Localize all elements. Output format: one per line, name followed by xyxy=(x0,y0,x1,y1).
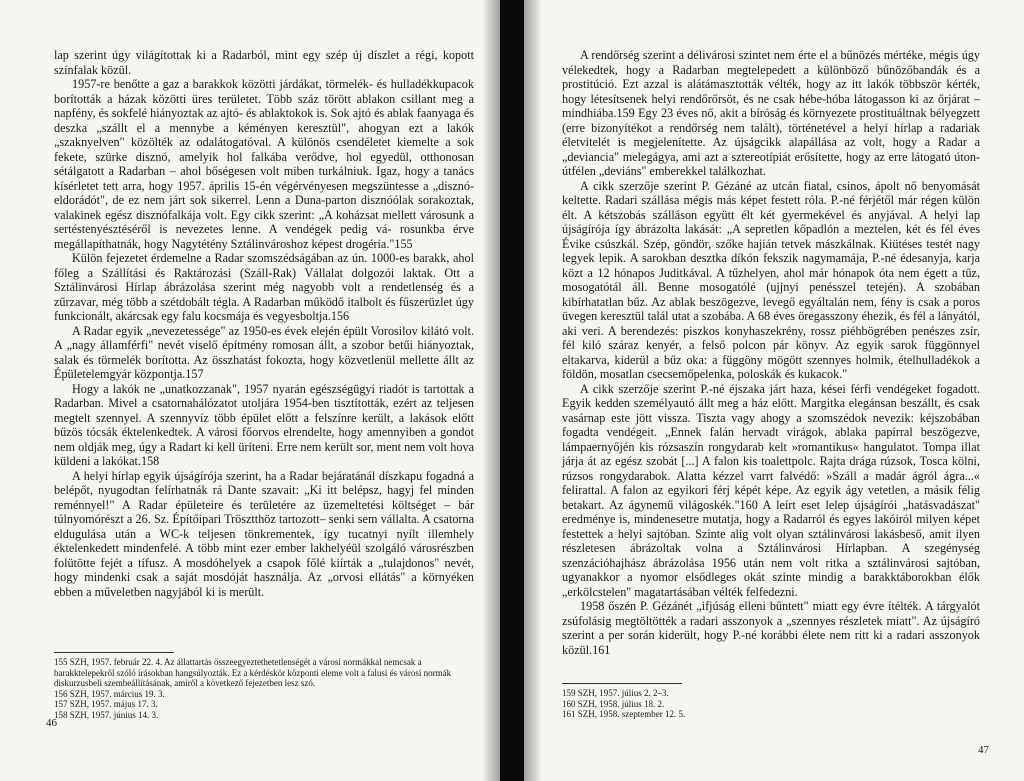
footnote: 155 SZH, 1957. február 22. 4. Az állattartás összeegyeztethetetlenségét a városi normákkal nemcsak a barakktelepekről szóló írásokban hangsúlyozták. Ez a kérdéskör központi eleme volt a falusi és városi normák diskurzusbeli szembeállításának, amiről a következő fejezetben lesz szó. xyxy=(54,657,452,689)
paragraph: Külön fejezetet érdemelne a Radar szomszédságában az ún. 1000-es barakk, ahol főleg a Szállítási és Raktározási (Száll-Rak) Vállalat dolgozói laktak. Ott a Sztálinvárosi Hírlap ábrázolása szerint még nagyobb volt a rendetlenség és a zűrzavar, még több a szétdobált tégla. A Radarban működő italbolt és fűszerüzlet úgy funkcionált, akárcsak egy falu kocsmája és vegyesboltja.156 xyxy=(54,251,474,323)
paragraph: 1958 őszén P. Gézánét „ifjúság elleni bűntett" miatt egy évre ítélték. A tárgyalót zsúfolásig megtöltötték a radari asszonyok a „szennyes részletek miatt". Az újságíró szerint a per során kiderült, hogy P.-né korábbi élete nem ritt ki a radari asszonyok közül.161 xyxy=(562,599,980,657)
right-page xyxy=(524,0,1024,781)
footnote: 156 SZH, 1957. március 19. 3. xyxy=(54,688,165,699)
paragraph: A Radar egyik „nevezetessége" az 1950-es évek elején épült Vorosilov kilátó volt. A „nagy államférfi" nevét viselő építmény romosan állt, a szobor betűi hiányoztak, salak és törmelék borította. Az összhatást fokozta, hogy közvetlenül mellette állt az Épületelemgyár központja.157 xyxy=(54,323,474,381)
footnote: 157 SZH, 1957. május 17. 3. xyxy=(54,699,158,710)
book-gutter xyxy=(500,0,524,781)
footnote: 158 SZH, 1957. június 14. 3. xyxy=(54,709,159,720)
paragraph: 1957-re benőtte a gaz a barakkok közötti járdákat, törmelék- és hulladékkupacok borították a házak közötti üres területet. Több száz törött ablakon csillant meg a napfény, és sokfelé hiányoztak az ajtó- és ablaktokok is. Sok ajtó és ablak faanyaga és deszka „szállt el a mennybe a kéményen keresztül", ahogyan ezt a lakók „szaknyelven" közölték az odalátogatóval. A különös csendéletet kiemelte a sok fekete, szürke disznó, amelyik hol falkába verődve, hol egyedül, otthonosan sétálgatott a Radarban – ahol bőségesen volt miben turkálniuk. Igaz, hogy a tanács kísérletet tett arra, hogy 1957. április 15-én végérvényesen megszüntesse a „disznó-eldorádót", de ez nem járt sok sikerrel. Lenn a Duna-parton disznóólak sorakoztak, valakinek egész disznófalkája volt. Egy cikk szerint: „A koházsat mellett városunk a sertéstenyésztéséről is nevezetes lenne. A vendégek pedig vá- rosunkba érve megállapíthatnák, hogy Nagytétény Sztálinvároshoz képest drogéria."155 xyxy=(54,77,474,251)
paragraph: A cikk szerzője szerint P. Gézáné az utcán fiatal, csinos, ápolt nő benyomását keltette. Radari szállása mégis más képet festett róla. P.-né férjétől már régen külön élt. A kétszobás szálláson együtt élt két gyermekével és anyjával. A helyi lap újságírója így ábrázolta lakását: „A sepretlen kőpadlón a meztelen, két és fél éves Évike csúszkál. Szép, göndör, szőke hajián tetvek mászkálnak. Kiütéses testét nagy legyek lepik. A sarokban desztka díkón fekszik nagymamája, P.-né édesanyja, karja közt a 12 hónapos Juditkával. A tűzhelyen, ahol már hónapok óta nem égett a tűz, mosogatótál áll. Benne mosogatólé (ujjnyi penésszel tetején). A szobában kibírhatatlan bűz. Az ablak beszögezve, levegő egyáltalán nem, fény is csak a poros üvegen keresztül talál utat a szobába. A 68 éves öregasszony éhezik, és fél a lányától, aki veri. A berendezés: piszkos konyhaszekrény, rossz piéhbögrében penészes zsír, fél kiló száraz kenyér, a felső polcon pár könyv. Az egyik sarok függönnyel eltakarva, kiderül a bűz oka: a függöny mögött szennyes holmik, ételhulladékok a földön, mosatlan csecsemőpelenka, poloskák és kukacok." xyxy=(562,178,980,381)
page-number-right: 47 xyxy=(978,744,989,756)
paragraph: A rendőrség szerint a délivárosi szintet nem érte el a bűnözés mértéke, mégis úgy vélekedtek, hogy a Radarban megtelepedett a különböző bűnözőbandák és a prostitúció. Ezt azzal is alátámasztották vélték, hogy az itt lakók többször kérték, hogy létesítsenek helyi rendőrőrsöt, és ne csak hébe-hóba látogasson ki az őrjárat – mindhiába.159 Egy 23 éves nő, akit a bíróság és környezete prostituáltnak bélyegzett (erre bizonyítékot a rendőrség nem talált), történetével a helyi hírlap a radariak életvitelét is megjelenítette. Az újságcikk alapállása az volt, hogy a Radar a „deviancia" melegágya, ami azt a sztereotípiát erősítette, hogy az erre látogató úton-útfélen „deviáns" emberekkel találkozhat. xyxy=(562,48,980,178)
right-body-text xyxy=(562,48,980,657)
left-page xyxy=(0,0,500,781)
page-number-left: 46 xyxy=(46,717,57,729)
left-footnotes xyxy=(54,652,474,721)
paragraph: lap szerint úgy világítottak ki a Radarból, mint egy szép új díszlet a régi, kopott színfalak közül. xyxy=(54,48,474,77)
left-body-text xyxy=(54,48,474,599)
footnote: 159 SZH, 1957. július 2. 2–3. xyxy=(562,688,669,698)
footnote-rule xyxy=(54,652,174,653)
right-footnotes xyxy=(562,683,980,720)
paragraph: A cikk szerzője szerint P.-né éjszaka járt haza, kései férfi vendégeket fogadott. Egyik kedden személyautó állt meg a ház előtt. Margitka elegánsan beszállt, és csak vasárnap este jött vissza. Tiszta vagy ahogy a szomszédok nevezik: kéjszobában fogadta vendégeit. „Ennek falán hervadt virágok, ablaka papírral beszögezve, lámpaernyőjén kis rózsaszín rongydarab kelt »romantikus« hangulatot. Tompa illat járja át az egész szobát [...] A falon kis toalettpolc. Rajta drága rúzsok, Tosca kölni, rúzsos rongydarabok. Alatta kézzel varrt falvédő: »Száll a madár ágról ágra...« felirattal. A falon az egyikori férj képét képe. Az egyik ágy vetetlen, a másik félig betakart. Az ágynemű világoskék."160 A leírt eset lelep újságírói „hatásvadászat" eredménye is, mindenesetre mutatja, hogy a Radarról és egyes lakóiról milyen képet festettek a helyi sajtóban. Szinte alig volt olyan sztálinvárosi lakásbeső, amit ilyen részletesen ábrázoltak volna a Sztálinvárosi Hírlapban. A szegénység szenzációhajhász ábrázolása 1956 után nem volt ritka a sztálinvárosi sajtóban, ugyanakkor a nyomor elsődleges okát szinte mindig a barakktáborokban élők „erkölcstelen" magatartásában vélték felfedezni. xyxy=(562,381,980,599)
footnote: 160 SZH, 1958. július 18. 2. xyxy=(562,698,665,709)
footnote-rule xyxy=(562,683,682,684)
paragraph: Hogy a lakók ne „unatkozzanak", 1957 nyarán egészségügyi riadót is tartottak a Radarban. Mivel a csatornahálózatot utoljára 1954-ben tisztították, ezért az teljesen megtelt szennyel. A szennyvíz több épület előtt a felszínre került, a lakások előtt bűzös tócsák éktelenkedtek. A városi főorvos elrendelte, hogy amennyiben a gondot nem oldják meg, úgy a Radart ki kell üríteni. Erre nem került sor, ment nem volt hova küldeni a lakókat.158 xyxy=(54,381,474,468)
paragraph: A helyi hírlap egyik újságírója szerint, ha a Radar bejáratánál díszkapu fogadná a belépőt, nyugodtan felírhatnák rá Dante szavait: „Ki itt belépsz, hagyj fel minden reménnyel!" A Radar épületeire és területére az üzemeltetési költséget – bár túlnyomórészt a 26. Sz. Építőipari Trösztthöz tartozott– senki sem vállalta. A csatorna eldugulása után a WC-k teljesen tönkrementek, így tucatnyi nyílt illemhely éktelenkedett mindenfelé. A több mint ezer ember lakhelyéül szolgáló városrészben folütötte fejét a tífusz. A mosdóhelyek a csapok főlé kiírták a „tulajdonos" nevét, hogy mindenki csak a saját mosdóját használja. Az „orvosi ellátás" a környéken ebben a műveletben nagyjából ki is merült. xyxy=(54,468,474,599)
footnote: 161 SZH, 1958. szeptember 12. 5. xyxy=(562,709,686,720)
